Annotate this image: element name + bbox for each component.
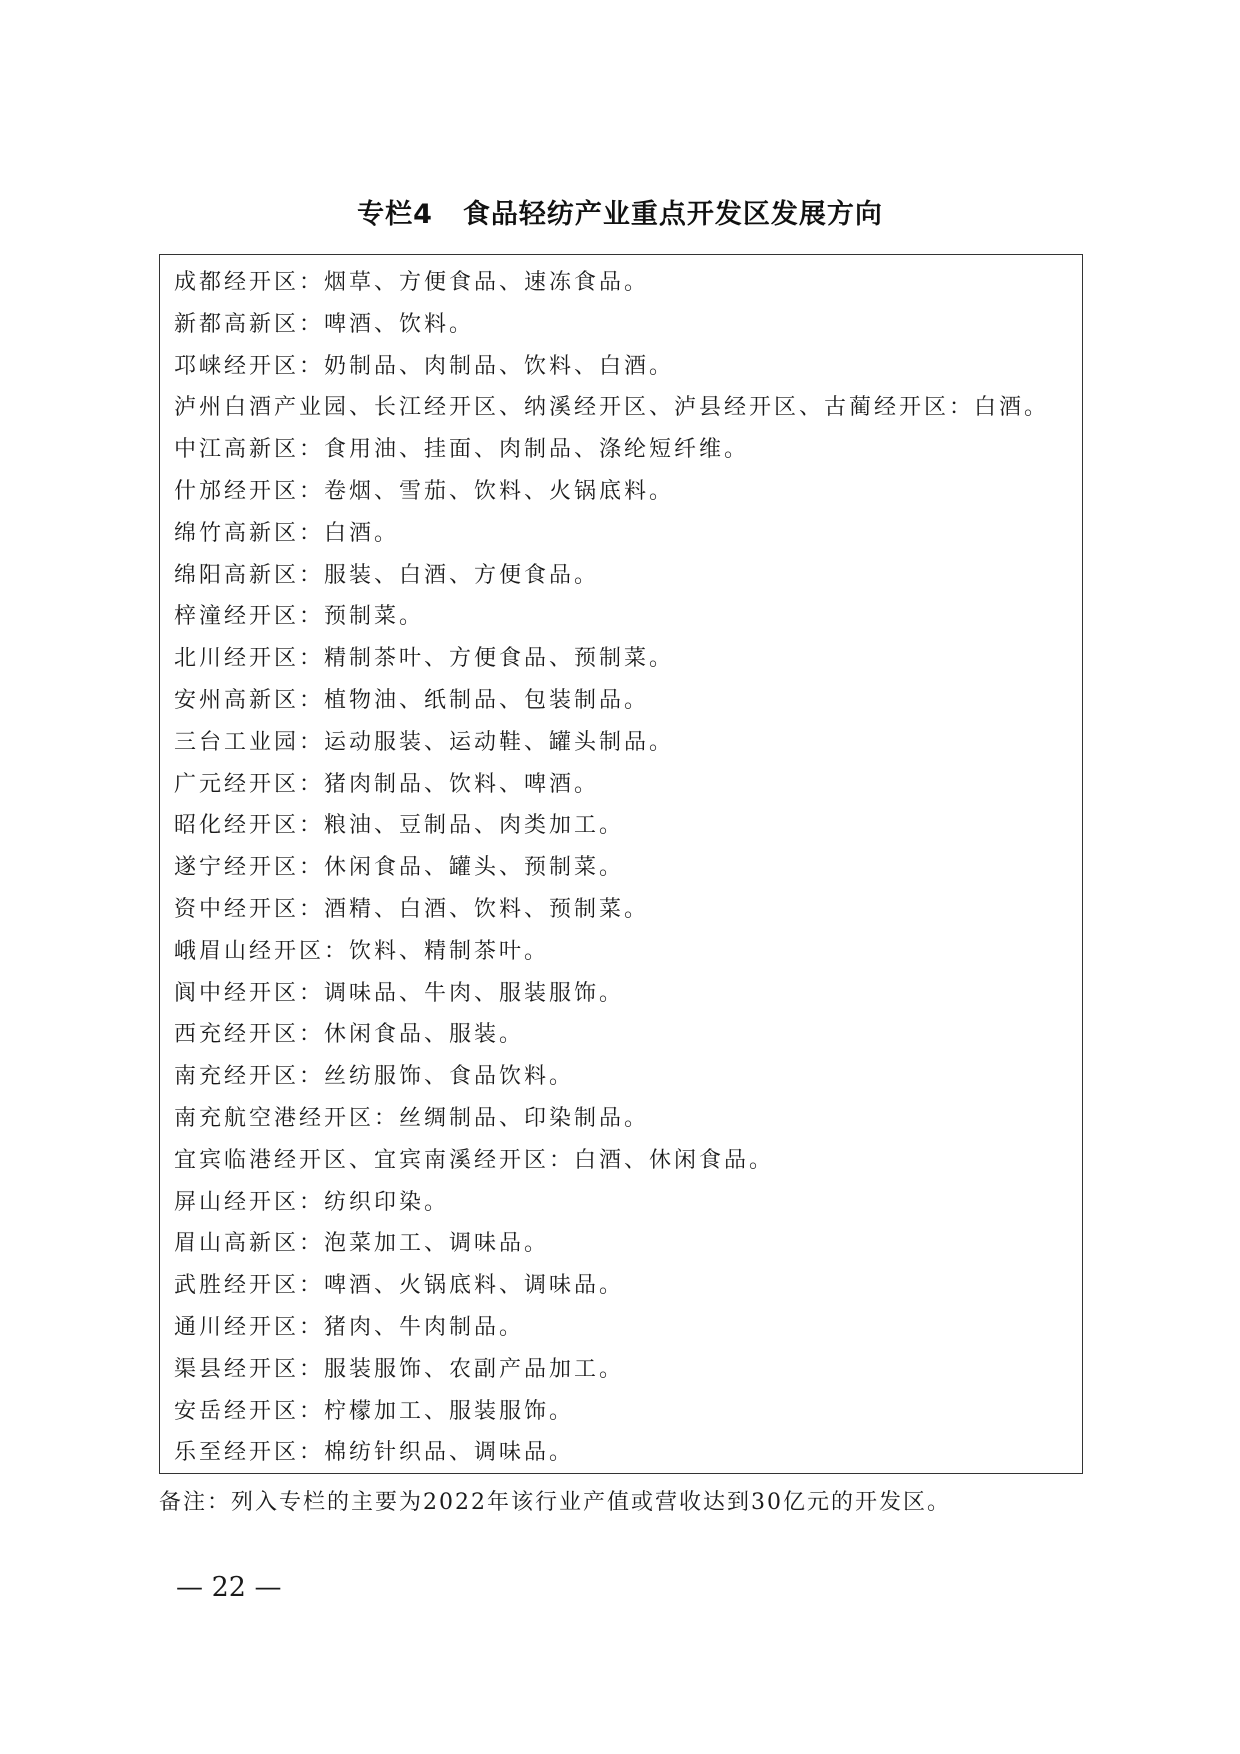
list-item: 乐至经开区：棉纺针织品、调味品。: [174, 1440, 575, 1466]
list-item: 武胜经开区：啤酒、火锅底料、调味品。: [174, 1273, 625, 1299]
footnote: 备注：列入专栏的主要为2022年该行业产值或营收达到30亿元的开发区。: [159, 1490, 951, 1515]
list-item: 南充经开区：丝纺服饰、食品饮料。: [174, 1064, 575, 1090]
list-item: 邛崃经开区：奶制品、肉制品、饮料、白酒。: [174, 353, 675, 379]
list-item: 成都经开区：烟草、方便食品、速冻食品。: [174, 270, 650, 295]
list-item: 安岳经开区：柠檬加工、服装服饰。: [174, 1398, 575, 1424]
list-item: 三台工业园：运动服装、运动鞋、罐头制品。: [174, 729, 675, 755]
list-item: 新都高新区：啤酒、饮料。: [174, 311, 475, 337]
list-item: 资中经开区：酒精、白酒、饮料、预制菜。: [174, 896, 650, 922]
list-item: 广元经开区：猪肉制品、饮料、啤酒。: [174, 771, 600, 797]
list-item: 阆中经开区：调味品、牛肉、服装服饰。: [174, 980, 625, 1006]
list-item: 通川经开区：猪肉、牛肉制品。: [174, 1314, 525, 1340]
list-item: 昭化经开区：粮油、豆制品、肉类加工。: [174, 813, 625, 839]
list-item: 绵竹高新区：白酒。: [174, 520, 400, 546]
column-title: [0, 192, 1240, 231]
list-item: 北川经开区：精制茶叶、方便食品、预制菜。: [174, 646, 675, 672]
page-number: — 22 —: [176, 1572, 282, 1603]
list-item: 眉山高新区：泡菜加工、调味品。: [174, 1231, 550, 1257]
list-item: 什邡经开区：卷烟、雪茄、饮料、火锅底料。: [174, 478, 675, 504]
list-item: 渠县经开区：服装服饰、农副产品加工。: [174, 1356, 625, 1382]
list-item: 峨眉山经开区：饮料、精制茶叶。: [174, 938, 550, 964]
list-item: 遂宁经开区：休闲食品、罐头、预制菜。: [174, 855, 625, 881]
column-box: [159, 254, 1083, 1474]
list-item: 宜宾临港经开区、宜宾南溪经开区：白酒、休闲食品。: [174, 1147, 775, 1173]
list-item: 绵阳高新区：服装、白酒、方便食品。: [174, 562, 600, 588]
list-item: 梓潼经开区：预制菜。: [174, 604, 425, 630]
list-item: 中江高新区：食用油、挂面、肉制品、涤纶短纤维。: [174, 437, 750, 463]
list-item: 泸州白酒产业园、长江经开区、纳溪经开区、泸县经开区、古蔺经开区：白酒。: [174, 395, 1050, 421]
development-zone-list: [160, 255, 1082, 1474]
list-item: 安州高新区：植物油、纸制品、包装制品。: [174, 687, 650, 713]
column-title-text: 食品轻纺产业重点开发区发展方向: [462, 199, 883, 230]
list-item: 屏山经开区：纺织印染。: [174, 1189, 450, 1215]
list-item: 南充航空港经开区：丝绸制品、印染制品。: [174, 1105, 650, 1131]
list-item: 西充经开区：休闲食品、服装。: [174, 1022, 525, 1048]
column-title-label: 专栏4: [357, 199, 433, 230]
